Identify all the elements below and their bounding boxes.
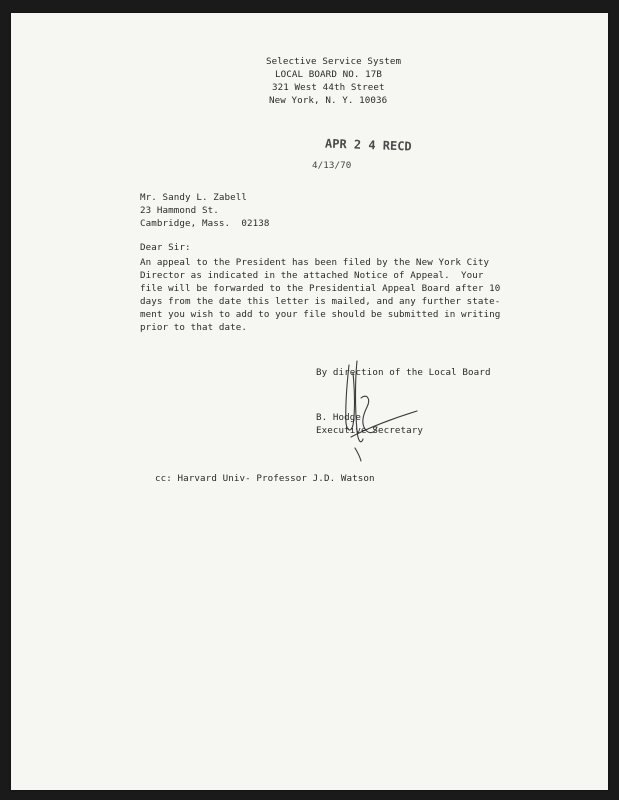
signer-name: B. Hodge — [316, 412, 362, 423]
body-line: prior to that date. — [140, 322, 247, 333]
letterhead-board: LOCAL BOARD NO. 17B — [275, 69, 382, 80]
recipient-name: Mr. Sandy L. Zabell — [140, 192, 247, 203]
body-line: Director as indicated in the attached Notice of Appeal. Your — [140, 270, 484, 281]
body-line: days from the date this letter is mailed, and any further state- — [140, 296, 501, 307]
received-stamp: APR 2 4 RECD — [324, 136, 412, 154]
recipient-city: Cambridge, Mass. 02138 — [140, 218, 270, 229]
signer-title: Executive Secretary — [316, 425, 423, 436]
body-line: ment you wish to add to your file should be submitted in writing — [140, 309, 501, 320]
cc-line: cc: Harvard Univ- Professor J.D. Watson — [155, 473, 375, 484]
salutation: Dear Sir: — [140, 242, 191, 253]
letterhead-org: Selective Service System — [266, 56, 402, 67]
body-line: file will be forwarded to the Presidential Appeal Board after 10 — [140, 283, 501, 294]
letter-page — [11, 13, 608, 790]
letterhead-street: 321 West 44th Street — [272, 82, 385, 93]
closing-direction: By direction of the Local Board — [316, 367, 491, 378]
body-line: An appeal to the President has been filed by the New York City — [140, 257, 490, 268]
letter-date: 4/13/70 — [312, 160, 352, 171]
recipient-street: 23 Hammond St. — [140, 205, 219, 216]
letterhead-city: New York, N. Y. 10036 — [269, 95, 388, 106]
